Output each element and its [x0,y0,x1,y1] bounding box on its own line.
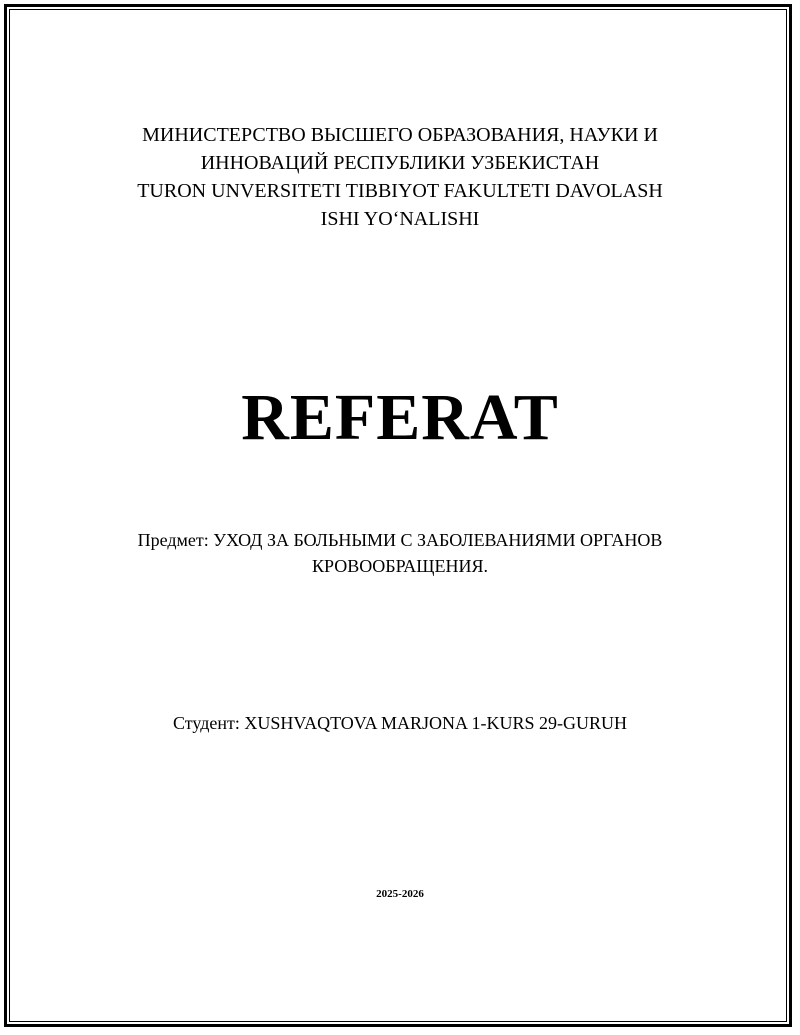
subject-block [0,527,800,579]
subject-line: Предмет: УХОД ЗА БОЛЬНЫМИ С ЗАБОЛЕВАНИЯМИ ОРГАНОВ [137,530,663,550]
header-line: TURON UNVERSITETI TIBBIYOT FAKULTETI DAVOLASH [137,180,663,202]
student-info: Студент: XUSHVAQTOVA MARJONA 1-KURS 29-GURUH [173,713,627,733]
academic-years: 2025-2026 [376,888,424,900]
institution-header [0,121,800,233]
header-line: ИННОВАЦИЙ РЕСПУБЛИКИ УЗБЕКИСТАН [200,152,600,174]
document-title: REFERAT [241,381,559,454]
header-line: ISHI YO‘NALISHI [320,208,480,230]
subject-line: КРОВООБРАЩЕНИЯ. [312,556,488,576]
header-line: МИНИСТЕРСТВО ВЫСШЕГО ОБРАЗОВАНИЯ, НАУКИ И [142,124,658,146]
